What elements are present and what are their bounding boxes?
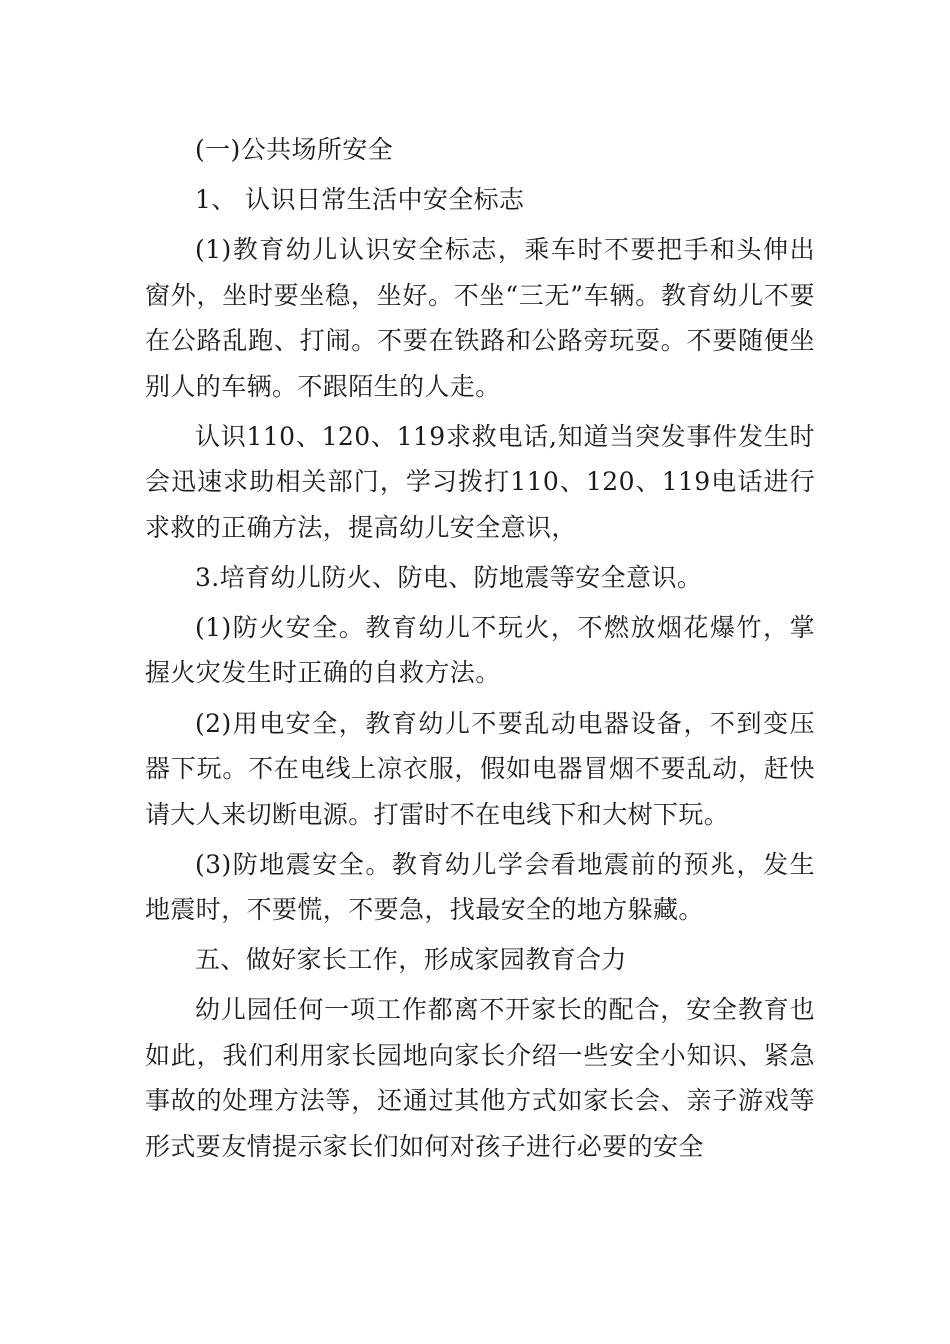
document-body [145, 127, 815, 1174]
section-heading-parents: 五、做好家长工作，形成家园教育合力 [195, 945, 627, 975]
paragraph-earthquake-safety: (3)防地震安全。教育幼儿学会看地震前的预兆，发生地震时，不要慌，不要急，找最安全的地方躲藏。 [145, 849, 815, 925]
paragraph-fire-safety: (1)防火安全。教育幼儿不玩火，不燃放烟花爆竹，掌握火灾发生时正确的自救方法。 [145, 612, 815, 688]
section-heading-public-safety: (一)公共场所安全 [195, 135, 394, 164]
paragraph-electric-safety: (2)用电安全，教育幼儿不要乱动电器设备，不到变压器下玩。不在电线上凉衣服，假如电器冒烟不要乱动，赶快请大人来切断电源。打雷时不在电线下和大树下玩。 [145, 708, 815, 829]
paragraph-emergency-numbers: 认识110、120、119求救电话,知道当突发事件发生时会迅速求助相关部门，学习拨打110、120、119电话进行求救的正确方法，提高幼儿安全意识， [145, 421, 815, 542]
paragraph-traffic-safety: (1)教育幼儿认识安全标志，乘车时不要把手和头伸出窗外，坐时要坐稳，坐好。不坐“三无”车辆。教育幼儿不要在公路乱跑、打闹。不要在铁路和公路旁玩耍。不要随便坐别人的车辆。不跟陌生的人走。 [145, 235, 815, 401]
subheading-safety-signs: 1、 认识日常生活中安全标志 [195, 185, 525, 215]
paragraph-parent-cooperation: 幼儿园任何一项工作都离不开家长的配合，安全教育也如此，我们利用家长园地向家长介绍一些安全小知识、紧急事故的处理方法等，还通过其他方式如家长会、亲子游戏等形式要友情提示家长们如何对孩子进行必要的安全 [145, 995, 815, 1161]
subheading-fire-electric-earthquake: 3.培育幼儿防火、防电、防地震等安全意识。 [195, 562, 703, 592]
